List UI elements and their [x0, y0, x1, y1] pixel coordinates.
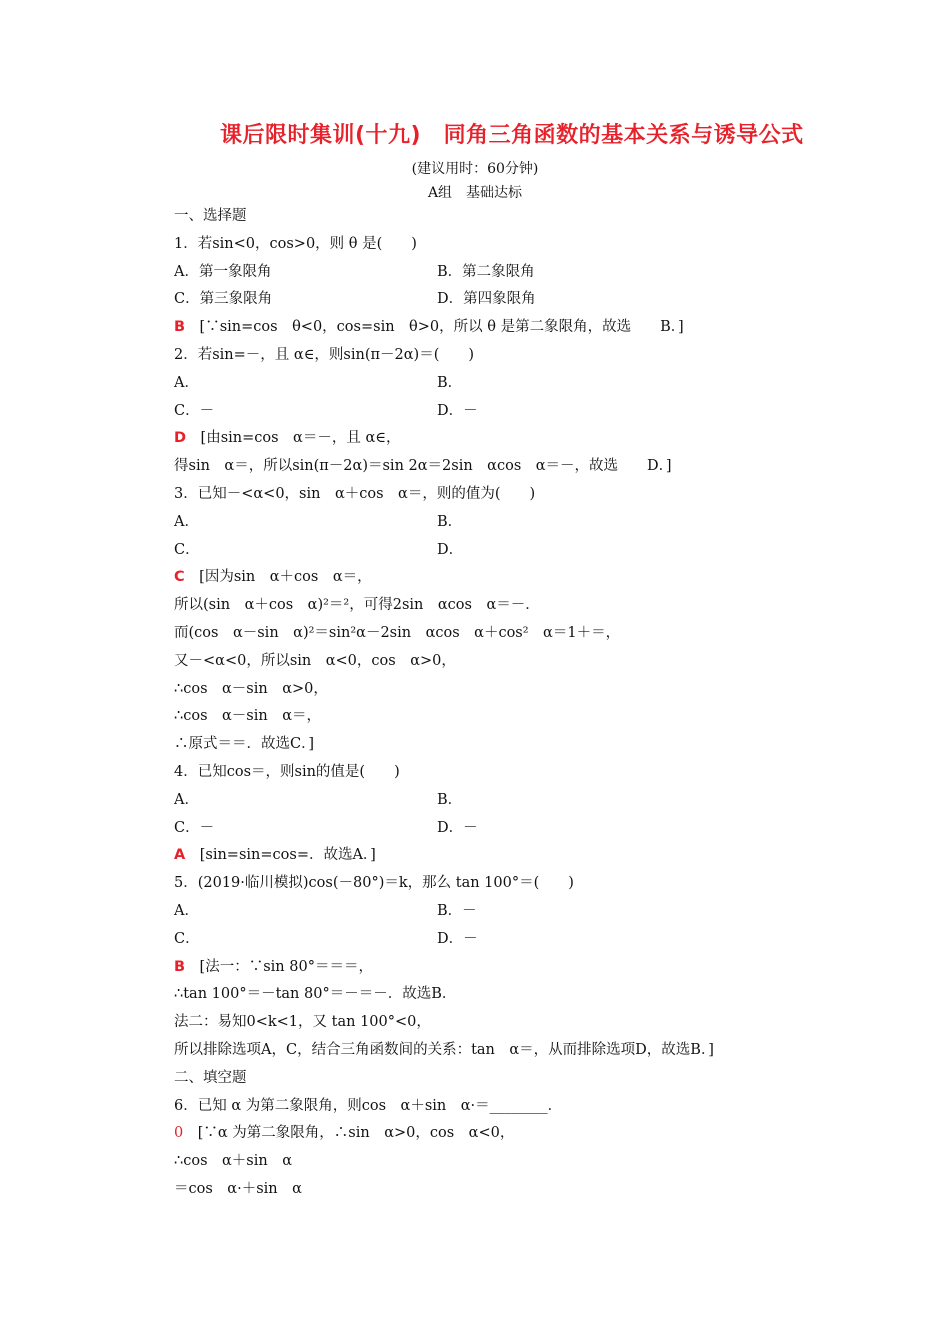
line-text: ∴原式＝＝．故选C．] [174, 736, 315, 753]
text-line [174, 203, 814, 231]
group-heading: A组 基础达标 [427, 185, 523, 201]
document-body [174, 203, 814, 1204]
answer-text: [∵α 为第二象限角，∴sin α>0，cos α<0， [183, 1125, 515, 1142]
line-text: 二、填空题 [174, 1069, 247, 1086]
option-row [174, 259, 814, 287]
line-text: 所以(sin α＋cos α)²＝²，可得2sin αcos α＝－． [174, 597, 540, 614]
text-line [174, 981, 814, 1009]
answer-letter: 0 [174, 1125, 184, 1142]
option-left: C．第三象限角 [174, 291, 273, 308]
text-line [174, 870, 814, 898]
text-line [174, 1176, 814, 1204]
answer-line [174, 1120, 814, 1148]
option-left: C． [174, 930, 200, 947]
page-title: 课后限时集训(十九) 同角三角函数的基本关系与诱导公式 [220, 123, 804, 148]
line-text: 1．若sin<0，cos>0，则 θ 是( ) [174, 235, 417, 252]
line-text: 而(cos α－sin α)²＝sin²α－2sin αcos α＋cos² α＝1＋＝， [174, 624, 621, 641]
line-text: ∴cos α－sin α＝， [174, 708, 322, 725]
text-line [174, 481, 814, 509]
answer-letter: A [174, 847, 186, 864]
option-row [174, 898, 814, 926]
answer-text: [因为sin α＋cos α＝， [184, 569, 372, 586]
option-left: A． [174, 374, 199, 391]
line-text: 法二：易知0<k<1，又 tan 100°<0， [174, 1014, 431, 1031]
answer-letter: D [174, 430, 187, 447]
option-right: B．第二象限角 [437, 263, 535, 280]
option-right: B． [437, 791, 463, 808]
option-right: D． [437, 541, 464, 558]
option-row [174, 787, 814, 815]
line-text: ∴cos α－sin α>0， [174, 680, 328, 697]
option-left: A．第一象限角 [174, 263, 272, 280]
answer-line [174, 564, 814, 592]
option-right: B． [437, 513, 463, 530]
text-line [174, 1009, 814, 1037]
suggested-time: (建议用时：60分钟) [411, 161, 539, 177]
answer-letter: B [174, 319, 186, 336]
answer-text: [法一：∵sin 80°＝＝＝， [185, 958, 373, 975]
option-row [174, 509, 814, 537]
answer-letter: C [174, 569, 185, 586]
text-line [174, 703, 814, 731]
line-text: 一、选择题 [174, 208, 247, 224]
line-text: 所以排除选项A，C，结合三角函数间的关系：tan α＝，从而排除选项D，故选B．] [174, 1041, 714, 1058]
line-text: 得sin α＝，所以sin(π－2α)＝sin 2α＝2sin αcos α＝－，故选 D．] [174, 458, 672, 475]
option-left: A． [174, 791, 199, 808]
option-left: C．－ [174, 819, 215, 836]
option-right: B．－ [437, 902, 477, 919]
option-row [174, 286, 814, 314]
option-left: A． [174, 513, 199, 530]
text-line [174, 453, 814, 481]
option-left: C． [174, 541, 200, 558]
line-text: ∴cos α＋sin α [174, 1153, 293, 1170]
answer-line [174, 314, 814, 342]
text-line [174, 1037, 814, 1065]
line-text: 3．已知－<α<0，sin α＋cos α＝，则的值为( ) [174, 485, 536, 502]
option-right: D．－ [437, 819, 478, 836]
text-line [174, 1148, 814, 1176]
option-left: C．－ [174, 402, 215, 419]
answer-letter: B [174, 958, 186, 975]
text-line [174, 620, 814, 648]
line-text: ＝cos α·＋sin α [174, 1180, 302, 1197]
answer-text: [由sin=cos α＝－，且 α∈， [186, 430, 401, 447]
text-line [174, 342, 814, 370]
option-right: D．－ [437, 402, 478, 419]
answer-text: [sin=sin=cos=．故选A．] [185, 847, 376, 864]
option-right: D．第四象限角 [437, 291, 536, 308]
option-row [174, 370, 814, 398]
line-text: 又－<α<0，所以sin α<0，cos α>0， [174, 652, 456, 669]
text-line [174, 231, 814, 259]
text-line [174, 1065, 814, 1093]
line-text: 5．(2019·临川模拟)cos(－80°)＝k，那么 tan 100°＝( ) [174, 875, 574, 892]
option-row [174, 398, 814, 426]
option-row [174, 537, 814, 565]
text-line [174, 676, 814, 704]
answer-line [174, 842, 814, 870]
option-right: B． [437, 374, 463, 391]
answer-text: [∵sin=cos θ<0，cos=sin θ>0，所以 θ 是第二象限角，故选 B．] [185, 319, 684, 336]
line-text: 2．若sin=－，且 α∈，则sin(π－2α)＝( ) [174, 346, 475, 363]
text-line [174, 759, 814, 787]
option-left: A． [174, 902, 199, 919]
line-text: ∴tan 100°＝－tan 80°＝－＝－．故选B． [174, 986, 457, 1003]
line-text: 4．已知cos＝，则sin的值是( ) [174, 763, 400, 780]
answer-line [174, 954, 814, 982]
option-row [174, 815, 814, 843]
text-line [174, 592, 814, 620]
line-text: 6．已知 α 为第二象限角，则cos α＋sin α·＝________． [174, 1097, 563, 1114]
answer-line [174, 425, 814, 453]
option-right: D．－ [437, 930, 478, 947]
text-line [174, 1093, 814, 1121]
text-line [174, 648, 814, 676]
text-line [174, 731, 814, 759]
option-row [174, 926, 814, 954]
